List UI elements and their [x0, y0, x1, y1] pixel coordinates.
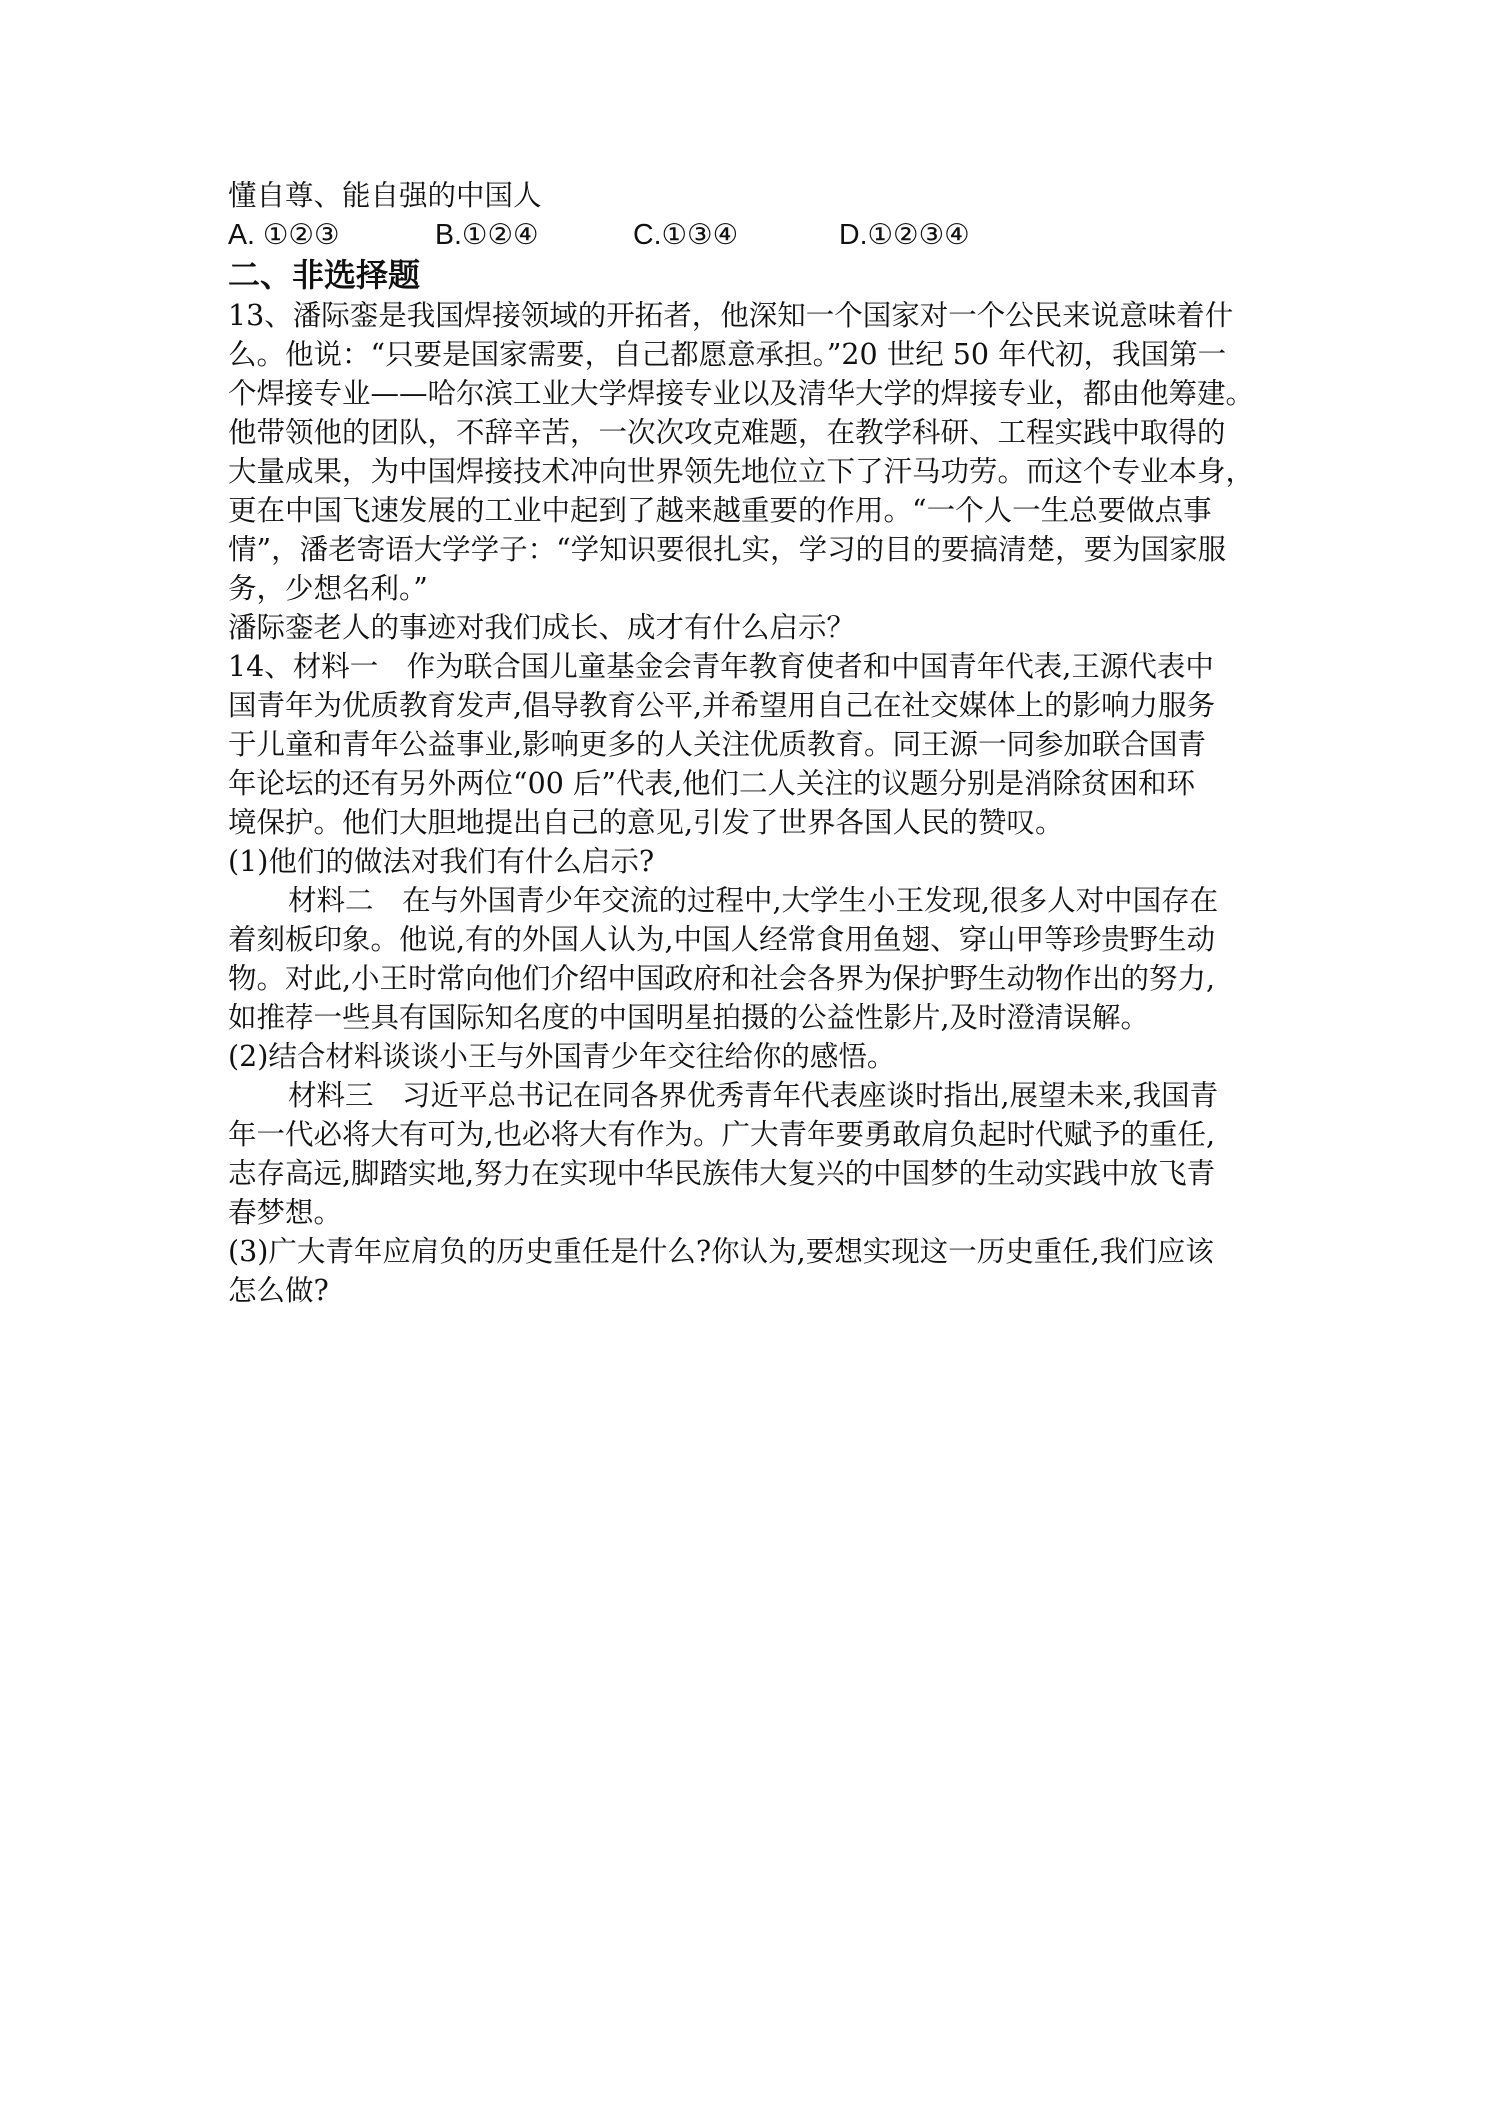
- q13-line: 13、潘际銮是我国焊接领域的开拓者，他深知一个国家对一个公民来说意味着什: [228, 299, 1234, 332]
- q12-answer-tail: 懂自尊、能自强的中国人: [228, 179, 542, 212]
- q13-passage: [228, 296, 1288, 608]
- q14-sub-question-1: (1)他们的做法对我们有什么启示?: [228, 845, 655, 878]
- q14-material3-line: 春梦想。: [228, 1196, 343, 1229]
- q14-material3-line: 材料三 习近平总书记在同各界优秀青年代表座谈时指出,展望未来,我国青: [288, 1079, 1219, 1112]
- q13-line: 他带领他的团队，不辞辛苦，一次次攻克难题，在教学科研、工程实践中取得的: [228, 416, 1226, 449]
- option-c: C.①③④: [633, 219, 739, 251]
- q13-line: 务，少想名利。”: [228, 572, 428, 605]
- page-content: [228, 176, 1288, 1310]
- q14-sub-question-2: (2)结合材料谈谈小王与外国青少年交往给你的感悟。: [228, 1040, 896, 1073]
- q14-sub3-line: (3)广大青年应肩负的历史重任是什么?你认为,要想实现这一历史重任,我们应该: [228, 1235, 1214, 1268]
- q13-question: 潘际銮老人的事迹对我们成长、成才有什么启示？: [228, 611, 856, 644]
- section-heading: 二、非选择题: [228, 256, 421, 294]
- q14-material2-line: 如推荐一些具有国际知名度的中国明星拍摄的公益性影片,及时澄清误解。: [228, 1001, 1150, 1034]
- q14-material3-line: 志存高远,脚踏实地,努力在实现中华民族伟大复兴的中国梦的生动实践中放飞青: [228, 1157, 1216, 1190]
- q14-material1-line: 于儿童和青年公益事业,影响更多的人关注优质教育。同王源一同参加联合国青: [228, 728, 1207, 761]
- q14-material2-line: 材料二 在与外国青少年交流的过程中,大学生小王发现,很多人对中国存在: [288, 884, 1219, 917]
- option-a: A. ①②③: [228, 219, 340, 251]
- q14-sub-question-3: [228, 1232, 1288, 1310]
- q14-material3: [228, 1076, 1288, 1232]
- q14-material1-line: 境保护。他们大胆地提出自己的意见,引发了世界各国人民的赞叹。: [228, 806, 1064, 839]
- q14-material1-line: 国青年为优质教育发声,倡导教育公平,并希望用自己在社交媒体上的影响力服务: [228, 689, 1216, 722]
- q14-material1: [228, 647, 1288, 842]
- q13-line: 个焊接专业——哈尔滨工业大学焊接专业以及清华大学的焊接专业，都由他筹建。: [228, 377, 1255, 410]
- q14-material3-line: 年一代必将大有可为,也必将大有作为。广大青年要勇敢肩负起时代赋予的重任,: [228, 1118, 1216, 1151]
- q13-line: 么。他说：“只要是国家需要，自己都愿意承担。”20 世纪 50 年代初，我国第一: [228, 338, 1227, 371]
- q13-line: 更在中国飞速发展的工业中起到了越来越重要的作用。“一个人一生总要做点事: [228, 494, 1212, 527]
- q13-line: 情”，潘老寄语大学学子：“学知识要很扎实，学习的目的要搞清楚，要为国家服: [228, 533, 1227, 566]
- option-b: B.①②④: [435, 219, 539, 251]
- q12-options: [228, 215, 1288, 254]
- q14-material1-line: 14、材料一 作为联合国儿童基金会青年教育使者和中国青年代表,王源代表中: [228, 650, 1214, 683]
- q14-material2-line: 着刻板印象。他说,有的外国人认为,中国人经常食用鱼翅、穿山甲等珍贵野生动: [228, 923, 1216, 956]
- q14-sub3-line: 怎么做?: [228, 1274, 329, 1307]
- q13-line: 大量成果，为中国焊接技术冲向世界领先地位立下了汗马功劳。而这个专业本身，: [228, 455, 1255, 488]
- option-d: D.①②③④: [839, 219, 970, 251]
- q14-material2-line: 物。对此,小王时常向他们介绍中国政府和社会各界为保护野生动物作出的努力,: [228, 962, 1216, 995]
- q14-material2: [228, 881, 1288, 1037]
- q14-material1-line: 年论坛的还有另外两位“00 后”代表,他们二人关注的议题分别是消除贫困和环: [228, 767, 1196, 800]
